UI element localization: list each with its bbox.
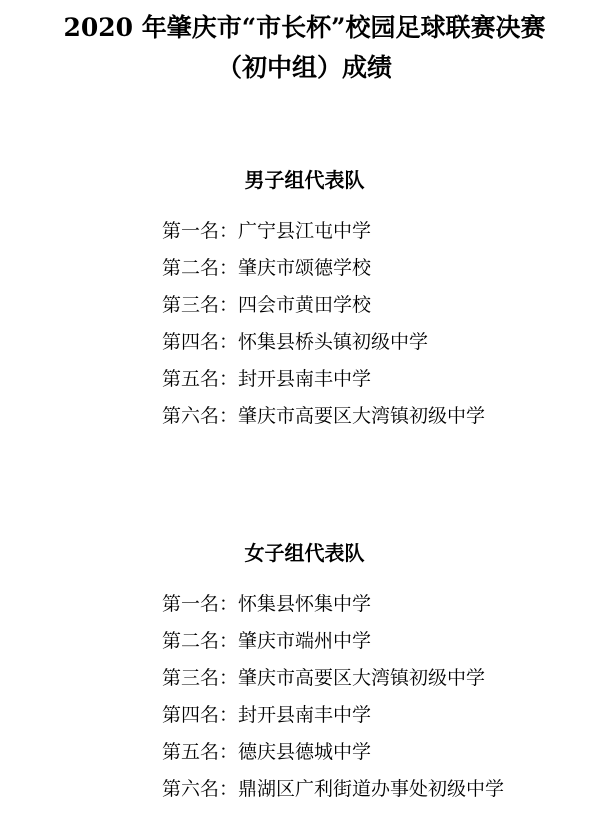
rank-label: 第四名： (162, 703, 239, 726)
list-item (0, 323, 609, 360)
list-item (0, 659, 609, 696)
womens-section-heading-wrap (0, 541, 609, 565)
rank-label: 第三名： (162, 293, 239, 316)
rank-label: 第二名： (162, 256, 239, 279)
rank-label: 第四名： (162, 330, 239, 353)
list-item (0, 622, 609, 659)
rank-label: 第五名： (162, 367, 239, 390)
team-name: 肇庆市高要区大湾镇初级中学 (238, 666, 486, 689)
rank-label: 第二名： (162, 629, 239, 652)
rank-label: 第五名： (162, 740, 239, 763)
team-name: 鼎湖区广利街道办事处初级中学 (238, 777, 505, 800)
team-name: 封开县南丰中学 (238, 367, 372, 390)
list-item (0, 212, 609, 249)
womens-entry-3 (162, 666, 485, 690)
womens-entry-6 (162, 777, 504, 801)
womens-entry-2 (162, 629, 371, 653)
team-name: 封开县南丰中学 (238, 703, 372, 726)
womens-entry-1 (162, 592, 371, 616)
team-name: 肇庆市颂德学校 (238, 256, 372, 279)
list-item (0, 585, 609, 622)
team-name: 广宁县江屯中学 (238, 219, 372, 242)
rank-label: 第六名： (162, 777, 239, 800)
team-name: 肇庆市高要区大湾镇初级中学 (238, 404, 486, 427)
rank-label: 第三名： (162, 666, 239, 689)
mens-entry-4 (162, 330, 428, 354)
womens-section-heading: 女子组代表队 (244, 541, 365, 565)
mens-results-list (0, 212, 609, 434)
mens-entry-1 (162, 219, 371, 243)
rank-label: 第一名： (162, 219, 239, 242)
list-item (0, 770, 609, 807)
rank-label: 第一名： (162, 592, 239, 615)
womens-entry-5 (162, 740, 371, 764)
womens-entry-4 (162, 703, 371, 727)
list-item (0, 286, 609, 323)
mens-entry-3 (162, 293, 371, 317)
title-line-2: （初中组）成绩 (216, 53, 392, 82)
list-item (0, 397, 609, 434)
list-item (0, 360, 609, 397)
rank-label: 第六名： (162, 404, 239, 427)
page-title (0, 0, 609, 88)
list-item (0, 733, 609, 770)
mens-section-heading-wrap (0, 168, 609, 192)
team-name: 怀集县怀集中学 (238, 592, 372, 615)
mens-entry-2 (162, 256, 371, 280)
mens-entry-6 (162, 404, 485, 428)
list-item (0, 696, 609, 733)
title-line-1: 2020 年肇庆市“市长杯”校园足球联赛决赛 (63, 13, 546, 42)
list-item (0, 249, 609, 286)
team-name: 肇庆市端州中学 (238, 629, 372, 652)
womens-results-list (0, 585, 609, 807)
team-name: 德庆县德城中学 (238, 740, 372, 763)
team-name: 四会市黄田学校 (238, 293, 372, 316)
team-name: 怀集县桥头镇初级中学 (238, 330, 429, 353)
mens-entry-5 (162, 367, 371, 391)
mens-section-heading: 男子组代表队 (244, 168, 365, 192)
